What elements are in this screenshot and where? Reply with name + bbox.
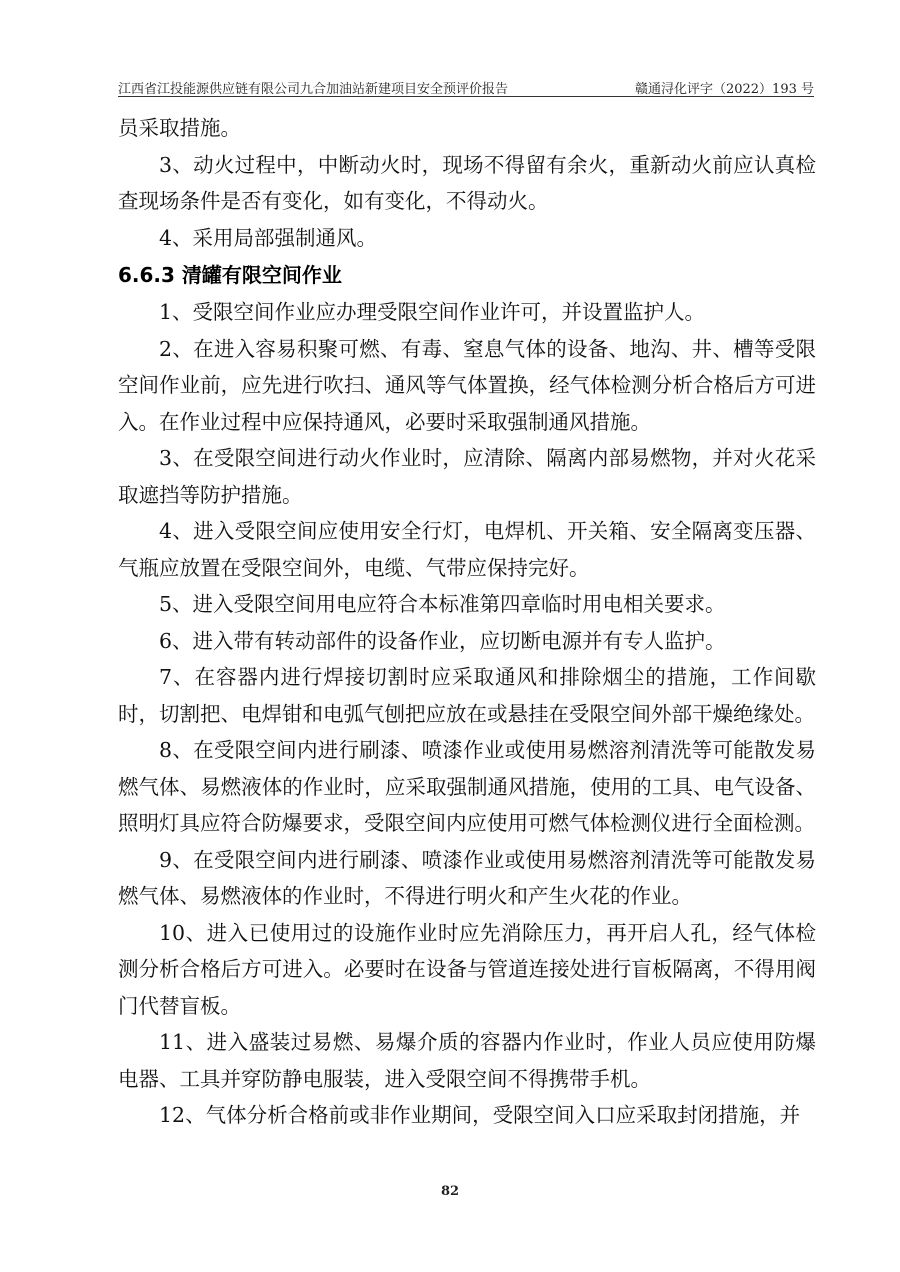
header-report-title: 江西省江投能源供应链有限公司九合加油站新建项目安全预评价报告 [118,82,509,97]
confined-space-item-9: 9、在受限空间内进行刷漆、喷漆作业或使用易燃溶剂清洗等可能散发易燃气体、易燃液体的作业时，不得进行明火和产生火花的作业。 [118,847,816,908]
hot-work-item-4: 4、采用局部强制通风。 [159,225,378,250]
confined-space-item-11: 11、进入盛装过易燃、易爆介质的容器内作业时，作业人员应使用防爆电器、工具并穿防静电服装，进入受限空间不得携带手机。 [118,1030,816,1091]
hot-work-item-3: 3、动火过程中，中断动火时，现场不得留有余火，重新动火前应认真检查现场条件是否有变化，如有变化，不得动火。 [118,152,816,213]
confined-space-item-7: 7、在容器内进行焊接切割时应采取通风和排除烟尘的措施，工作间歇时，切割把、电焊钳和电弧气刨把应放在或悬挂在受限空间外部干燥绝缘处。 [118,665,816,726]
header-document-number: 赣通浔化评字（2022）193 号 [634,82,814,97]
confined-space-item-12: 12、气体分析合格前或非作业期间，受限空间入口应采取封闭措施，并 [159,1103,801,1127]
confined-space-item-2: 2、在进入容易积聚可燃、有毒、窒息气体的设备、地沟、井、槽等受限空间作业前，应先进行吹扫、通风等气体置换，经气体检测分析合格后方可进入。在作业过程中应保持通风，必要时采取强制通风措施。 [118,336,816,434]
page-header [118,76,814,96]
confined-space-item-8: 8、在受限空间内进行刷漆、喷漆作业或使用易燃溶剂清洗等可能散发易燃气体、易燃液体的作业时，应采取强制通风措施，使用的工具、电气设备、照明灯具应符合防爆要求，受限空间内应使用可燃气体检测仪进行全面检测。 [118,738,816,835]
page-body [118,110,816,1134]
continued-text: 员采取措施。 [118,116,241,140]
confined-space-item-1: 1、受限空间作业应办理受限空间作业许可，并设置监护人。 [159,300,706,324]
confined-space-item-3: 3、在受限空间进行动火作业时，应清除、隔离内部易燃物，并对火花采取遮挡等防护措施。 [118,446,816,507]
confined-space-item-6: 6、进入带有转动部件的设备作业，应切断电源并有专人监护。 [159,628,726,653]
confined-space-item-5: 5、进入受限空间用电应符合本标准第四章临时用电相关要求。 [159,592,726,616]
page-number: 82 [440,1184,460,1199]
confined-space-item-10: 10、进入已使用过的设施作业时应先消除压力，再开启人孔，经气体检测分析合格后方可进入。必要时在设备与管道连接处进行盲板隔离，不得用阀门代替盲板。 [118,920,816,1018]
header-divider [118,96,814,97]
section-heading: 6.6.3 清罐有限空间作业 [118,263,342,287]
confined-space-item-4: 4、进入受限空间应使用安全行灯，电焊机、开关箱、安全隔离变压器、气瓶应放置在受限空间外，电缆、气带应保持完好。 [118,519,816,580]
